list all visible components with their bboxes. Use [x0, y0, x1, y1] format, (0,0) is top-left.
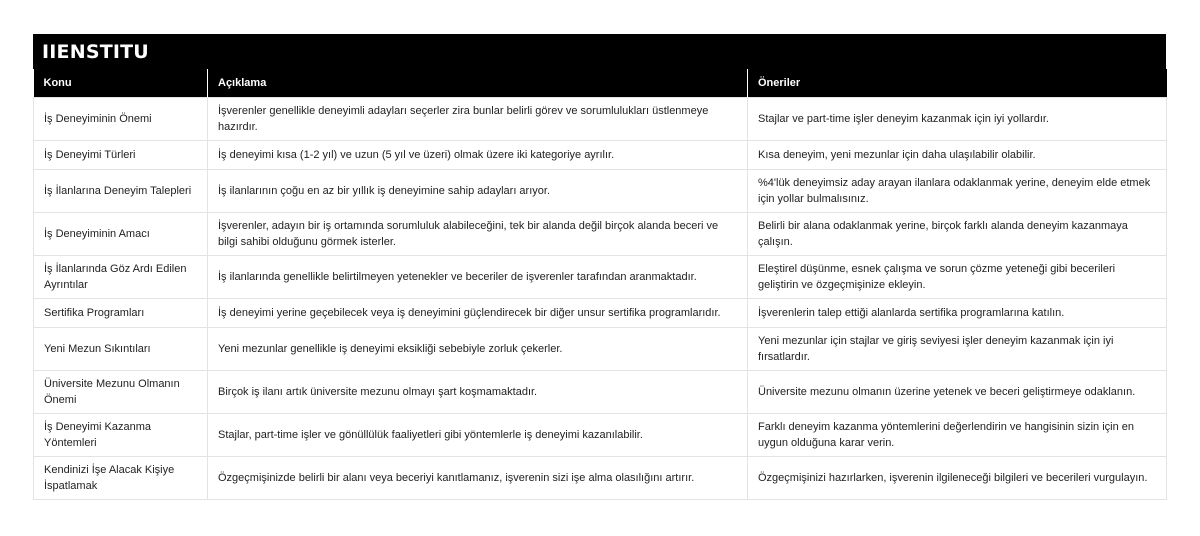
cell-topic: İş Deneyiminin Amacı [34, 213, 208, 256]
cell-description: İş deneyimi kısa (1-2 yıl) ve uzun (5 yıl ve üzeri) olmak üzere iki kategoriye ayrılır. [208, 141, 748, 170]
column-header-konu: Konu [34, 69, 208, 98]
cell-suggestion: Farklı deneyim kazanma yöntemlerini değerlendirin ve hangisinin sizin için en uygun olduğuna karar verin. [748, 414, 1167, 457]
cell-suggestion: Stajlar ve part-time işler deneyim kazanmak için iyi yollardır. [748, 98, 1167, 141]
cell-suggestion: Yeni mezunlar için stajlar ve giriş seviyesi işler deneyim kazanmak için iyi fırsatlardır. [748, 328, 1167, 371]
cell-description: İş deneyimi yerine geçebilecek veya iş deneyimini güçlendirecek bir diğer unsur sertifika programlarıdır. [208, 299, 748, 328]
cell-suggestion: Üniversite mezunu olmanın üzerine yetenek ve beceri geliştirmeye odaklanın. [748, 371, 1167, 414]
table-row [34, 328, 1167, 371]
cell-suggestion: Belirli bir alana odaklanmak yerine, birçok farklı alanda deneyim kazanmaya çalışın. [748, 213, 1167, 256]
table-row [34, 141, 1167, 170]
table-row [34, 98, 1167, 141]
table-row [34, 299, 1167, 328]
cell-suggestion: %4'lük deneyimsiz aday arayan ilanlara odaklanmak yerine, deneyim elde etmek için yollar bulmalısınız. [748, 170, 1167, 213]
cell-suggestion: Özgeçmişinizi hazırlarken, işverenin ilgileneceği bilgileri ve becerileri vurgulayın. [748, 457, 1167, 500]
data-table [33, 69, 1167, 500]
cell-suggestion: İşverenlerin talep ettiği alanlarda sertifika programlarına katılın. [748, 299, 1167, 328]
cell-description: Yeni mezunlar genellikle iş deneyimi eksikliği sebebiyle zorluk çekerler. [208, 328, 748, 371]
content-table-wrapper [33, 34, 1166, 500]
cell-description: İş ilanlarında genellikle belirtilmeyen yetenekler ve beceriler de işverenler tarafından aranmaktadır. [208, 256, 748, 299]
cell-description: Stajlar, part-time işler ve gönüllülük faaliyetleri gibi yöntemlerle iş deneyimi kazanılabilir. [208, 414, 748, 457]
cell-topic: Sertifika Programları [34, 299, 208, 328]
cell-description: Özgeçmişinizde belirli bir alanı veya beceriyi kanıtlamanız, işverenin sizi işe alma olasılığını artırır. [208, 457, 748, 500]
column-header-oneriler: Öneriler [748, 69, 1167, 98]
cell-description: İşverenler genellikle deneyimli adayları seçerler zira bunlar belirli görev ve sorumlulukları üstlenmeye hazırdır. [208, 98, 748, 141]
table-row [34, 256, 1167, 299]
cell-topic: İş İlanlarına Deneyim Talepleri [34, 170, 208, 213]
cell-topic: Üniversite Mezunu Olmanın Önemi [34, 371, 208, 414]
cell-suggestion: Kısa deneyim, yeni mezunlar için daha ulaşılabilir olabilir. [748, 141, 1167, 170]
cell-description: İş ilanlarının çoğu en az bir yıllık iş deneyimine sahip adayları arıyor. [208, 170, 748, 213]
cell-suggestion: Eleştirel düşünme, esnek çalışma ve sorun çözme yeteneği gibi becerileri geliştirin ve özgeçmişinize ekleyin. [748, 256, 1167, 299]
table-row [34, 414, 1167, 457]
column-header-aciklama: Açıklama [208, 69, 748, 98]
table-row [34, 371, 1167, 414]
table-row [34, 213, 1167, 256]
table-row [34, 457, 1167, 500]
cell-description: İşverenler, adayın bir iş ortamında sorumluluk alabileceğini, tek bir alanda değil birçok alanda beceri ve bilgi sahibi olduğunu görmek isterler. [208, 213, 748, 256]
brand-title: IIENSTITU [33, 34, 1166, 69]
cell-topic: Yeni Mezun Sıkıntıları [34, 328, 208, 371]
cell-topic: İş İlanlarında Göz Ardı Edilen Ayrıntılar [34, 256, 208, 299]
cell-topic: İş Deneyiminin Önemi [34, 98, 208, 141]
cell-topic: Kendinizi İşe Alacak Kişiye İspatlamak [34, 457, 208, 500]
table-header-row [34, 69, 1167, 98]
cell-topic: İş Deneyimi Kazanma Yöntemleri [34, 414, 208, 457]
table-row [34, 170, 1167, 213]
cell-description: Birçok iş ilanı artık üniversite mezunu olmayı şart koşmamaktadır. [208, 371, 748, 414]
cell-topic: İş Deneyimi Türleri [34, 141, 208, 170]
